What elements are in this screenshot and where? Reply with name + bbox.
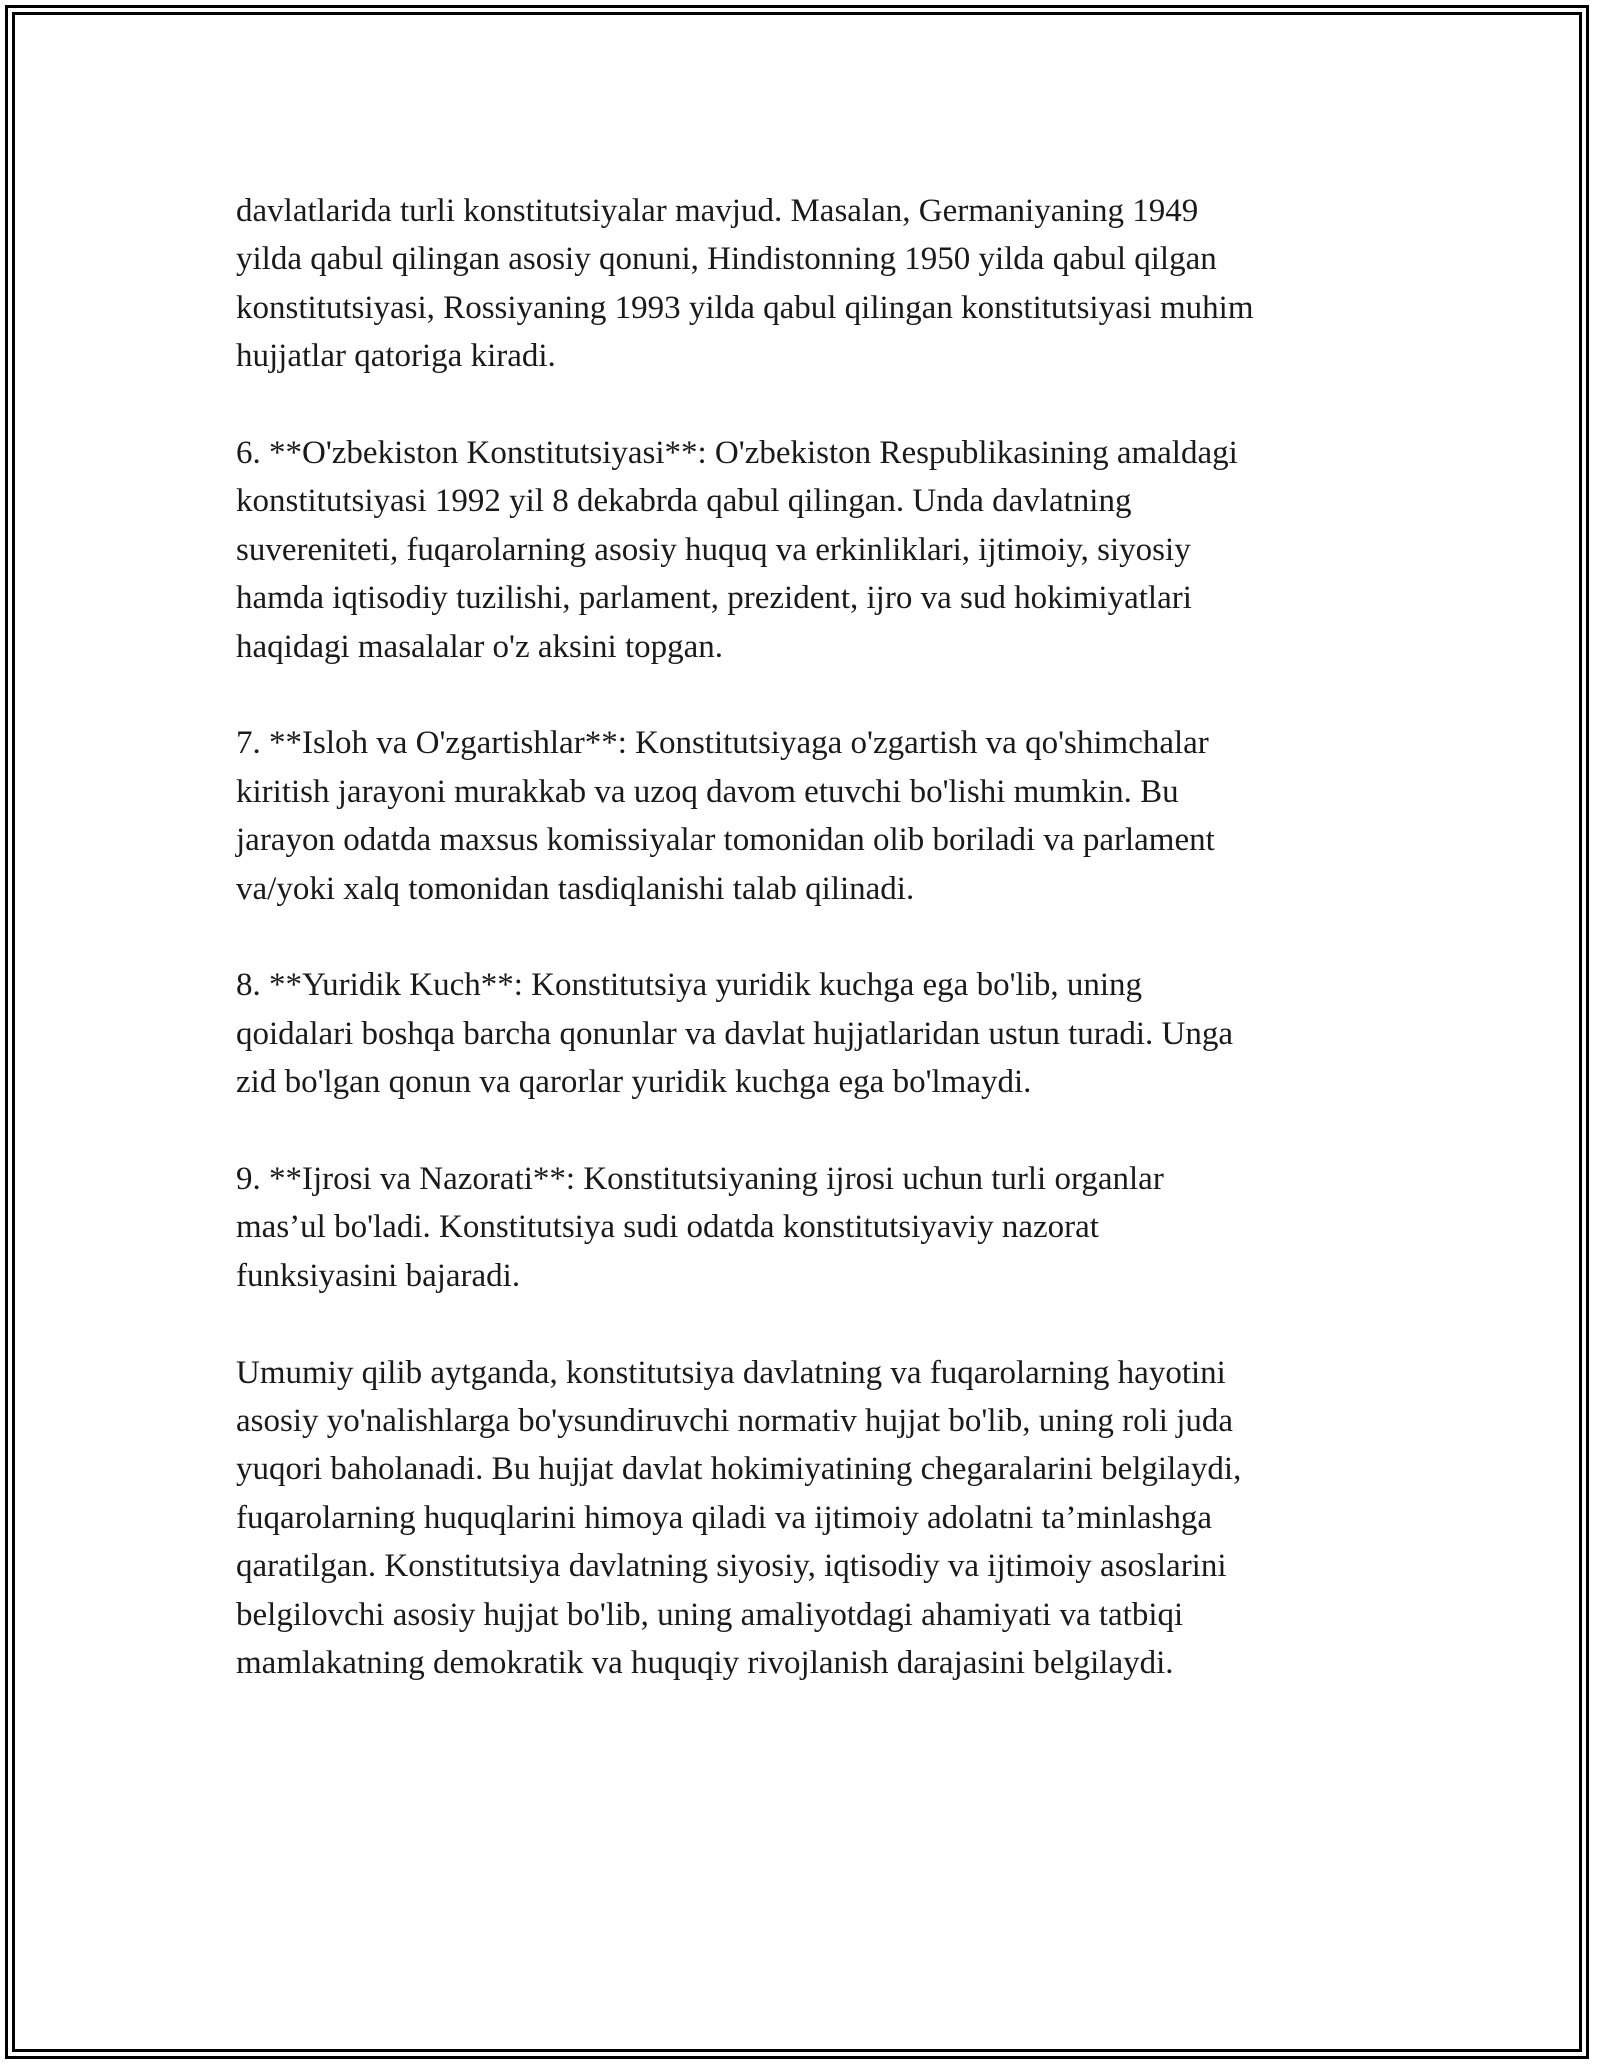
paragraph-item-7: 7. **Isloh va O'zgartishlar**: Konstitutsiyaga o'zgartish va qo'shimchalar kiritish jarayoni murakkab va uzoq davom etuvchi bo'lishi mumkin. Bu jarayon odatda maxsus komissiyalar tomonidan olib boriladi va parlament va/yoki xalq tomonidan tasdiqlanishi talab qilinadi. (236, 725, 1215, 907)
paragraph-item-9: 9. **Ijrosi va Nazorati**: Konstitutsiyaning ijrosi uchun turli organlar mas’ul bo'ladi. Konstitutsiya sudi odatda konstitutsiyaviy nazorat funksiyasini bajaradi. (236, 1161, 1164, 1294)
paragraph-conclusion: Umumiy qilib aytganda, konstitutsiya davlatning va fuqarolarning hayotini asosiy yo'nalishlarga bo'ysundiruvchi normativ hujjat bo'lib, uning roli juda yuqori baholanadi. Bu hujjat davlat hokimiyatining chegaralarini belgilaydi, fuqarolarning huquqlarini himoya qiladi va ijtimoiy adolatni ta’minlashga qaratilgan. Konstitutsiya davlatning siyosiy, iqtisodiy va ijtimoiy asoslarini belgilovchi asosiy hujjat bo'lib, uning amaliyotdagi ahamiyati va tatbiqi mamlakatning demokratik va huquqiy rivojlanish darajasini belgilaydi. (236, 1354, 1242, 1682)
paragraph-item-6: 6. **O'zbekiston Konstitutsiyasi**: O'zbekiston Respublikasining amaldagi konstitutsiyasi 1992 yil 8 dekabrda qabul qilingan. Unda davlatning suvereniteti, fuqarolarning asosiy huquq va erkinliklari, ijtimoiy, siyosiy hamda iqtisodiy tuzilishi, parlament, prezident, ijro va sud hokimiyatlari haqidagi masalalar o'z aksini topgan. (236, 435, 1238, 665)
document-body (236, 187, 1406, 1736)
paragraph-item-8: 8. **Yuridik Kuch**: Konstitutsiya yuridik kuchga ega bo'lib, uning qoidalari boshqa barcha qonunlar va davlat hujjatlaridan ustun turadi. Unga zid bo'lgan qonun va qarorlar yuridik kuchga ega bo'lmaydi. (236, 967, 1234, 1101)
paragraph-intro-continuation: davlatlarida turli konstitutsiyalar mavjud. Masalan, Germaniyaning 1949 yilda qabul qilingan asosiy qonuni, Hindistonning 1950 yilda qabul qilgan konstitutsiyasi, Rossiyaning 1993 yilda qabul qilingan konstitutsiyasi muhim hujjatlar qatoriga kiradi. (236, 193, 1254, 375)
